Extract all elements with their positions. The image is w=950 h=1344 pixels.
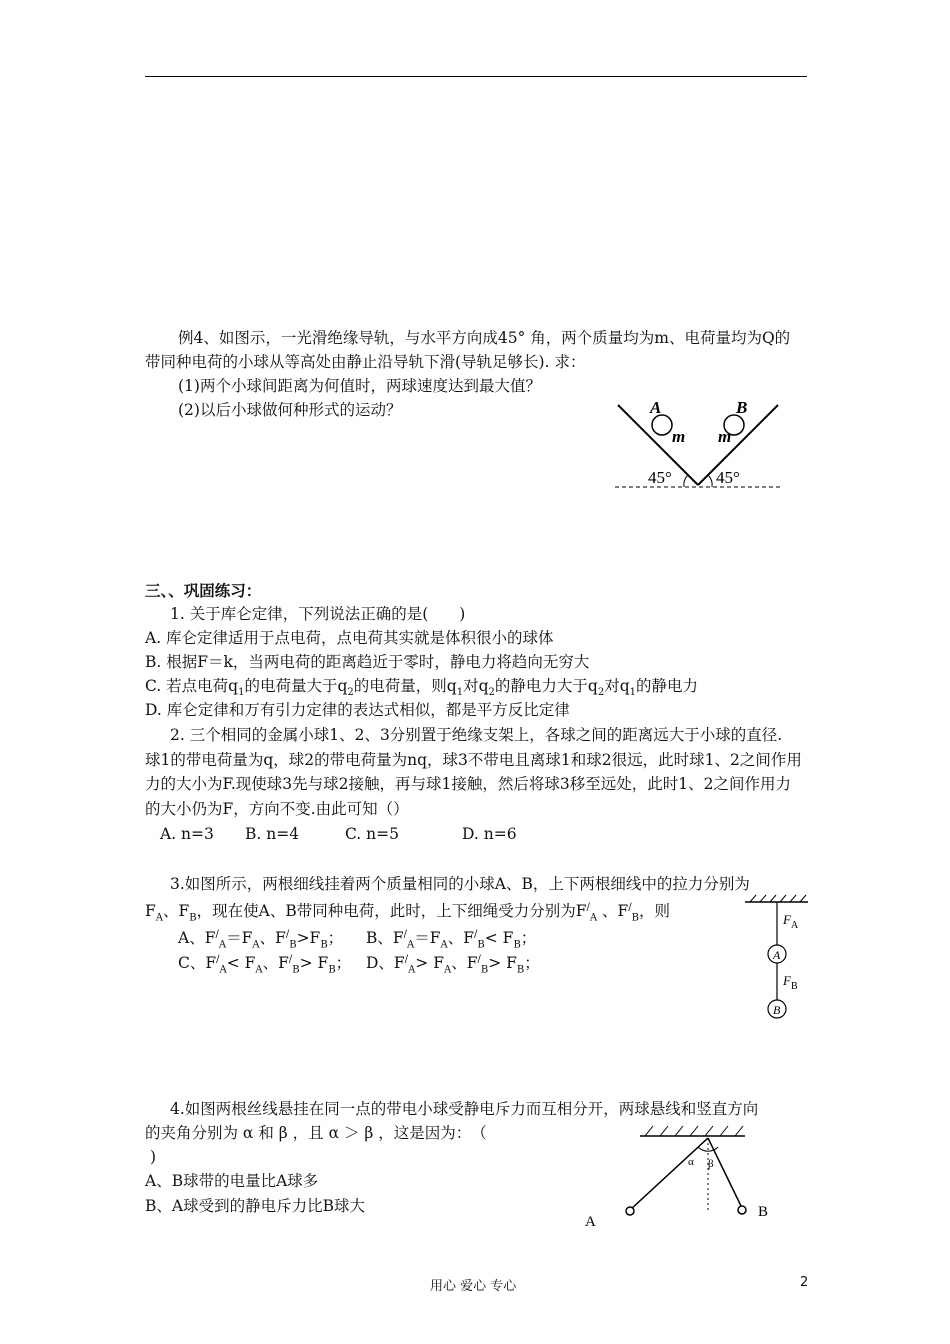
example4-question1: (1)两个小球间距离为何值时，两球速度达到最大值？ — [178, 377, 541, 395]
p2-line2: 球1的带电荷量为q，球2的带电荷量为nq，球3不带电且离球1和球2很远，此时球1、2之间作用 — [145, 751, 802, 769]
mass-b: m — [718, 427, 732, 446]
p1-option-a: A. 库仑定律适用于点电荷，点电荷其实就是体积很小的球体 — [145, 629, 554, 647]
page-number: 2 — [800, 1275, 809, 1290]
angle-left: 45° — [648, 468, 672, 487]
p3-option-b: B、$F^/_A=F_A$、$F^/_B< F_B$； — [366, 929, 537, 951]
ball-a — [626, 1207, 634, 1215]
p1-option-c: C. 若点电荷$q_1$的电荷量大于$q_2$的电荷量，则$q_1$对$q_2$的静电力大于$q_2$对$q_1$的静电力 — [145, 677, 699, 699]
example4-line2: 带同种电荷的小球从等高处由静止沿导轨下滑(导轨足够长). 求： — [145, 353, 586, 371]
p1-stem: 1. 关于库仑定律，下列说法正确的是( ) — [170, 605, 466, 623]
ball-b-label: B — [773, 1003, 781, 1017]
p3-line1: 3.如图所示，两根细线挂着两个质量相同的小球A、B，上下两根细线中的拉力分别为 — [170, 875, 750, 893]
p2-option-b: B. n=4 — [245, 825, 300, 843]
force-b-label: $F_B$ — [783, 973, 798, 992]
label-b: B — [736, 398, 748, 417]
mass-a: m — [672, 427, 686, 446]
p3-line2: $F_A$、$F_B$，现在使A、B带同种电荷，此时，上下细绳受力分别为$F^/_A$ 、$F^/_B$，则 — [145, 902, 671, 924]
incline-figure — [610, 395, 790, 495]
p2-line4: 的大小仍为F，方向不变.由此可知（） — [145, 800, 409, 818]
section-heading: 三、、巩固练习： — [145, 581, 262, 600]
hanging-balls-figure — [740, 892, 815, 1020]
p4-option-a: A、B球带的电量比A球多 — [145, 1172, 319, 1190]
p1-option-d: D. 库仑定律和万有引力定律的表达式相似，都是平方反比定律 — [145, 701, 570, 719]
repulsion-figure — [580, 1120, 780, 1235]
p4-line2: 的夹角分别为 α 和 β ，且 α ＞ β ，这是因为： （ — [145, 1124, 487, 1142]
ball-b-label: B — [758, 1204, 769, 1220]
p4-line1: 4.如图两根丝线悬挂在同一点的带电小球受静电斥力而互相分开，两球悬线和竖直方向 — [170, 1100, 759, 1118]
ball-a-label: A — [773, 948, 781, 962]
force-a-label: $F_A$ — [783, 912, 799, 931]
footer-center-text: 用心 爱心 专心 — [430, 1279, 517, 1294]
p3-option-a: A、$F^/_A=F_A$、$F^/_B>F_B$； — [178, 929, 344, 951]
p4-line3: ) — [150, 1148, 157, 1166]
example4-line1: 例4、如图示，一光滑绝缘导轨，与水平方向成45° 角，两个质量均为m、电荷量均为Q的 — [178, 329, 791, 347]
p1-option-b: B. 根据F＝k，当两电荷的距离趋近于零时，静电力将趋向无穷大 — [145, 653, 590, 671]
p2-line1: 2. 三个相同的金属小球1、2、3分别置于绝缘支架上，各球之间的距离远大于小球的直径. — [170, 726, 783, 744]
p3-option-d: D、$F^/_A> F_A$、$F^/_B> F_B$； — [366, 954, 540, 976]
label-a: A — [650, 398, 662, 417]
alpha-label: α — [688, 1156, 694, 1168]
beta-label: β — [708, 1158, 714, 1170]
ball-a — [652, 415, 672, 435]
angle-right: 45° — [716, 468, 740, 487]
p2-option-d: D. n=6 — [462, 825, 517, 843]
p2-line3: 力的大小为F.现使球3先与球2接触，再与球1接触，然后将球3移至远处，此时1、2之间作用力 — [145, 775, 791, 793]
header-rule — [145, 76, 807, 77]
p3-option-c: C、$F^/_A< F_A$、$F^/_B> F_B$； — [178, 954, 352, 976]
ball-b — [738, 1206, 746, 1214]
example4-question2: (2)以后小球做何种形式的运动？ — [178, 401, 402, 419]
ball-a-label: A — [585, 1214, 596, 1230]
p2-option-a: A. n=3 — [160, 825, 214, 843]
p2-option-c: C. n=5 — [345, 825, 399, 843]
p4-option-b: B、A球受到的静电斥力比B球大 — [145, 1197, 365, 1215]
